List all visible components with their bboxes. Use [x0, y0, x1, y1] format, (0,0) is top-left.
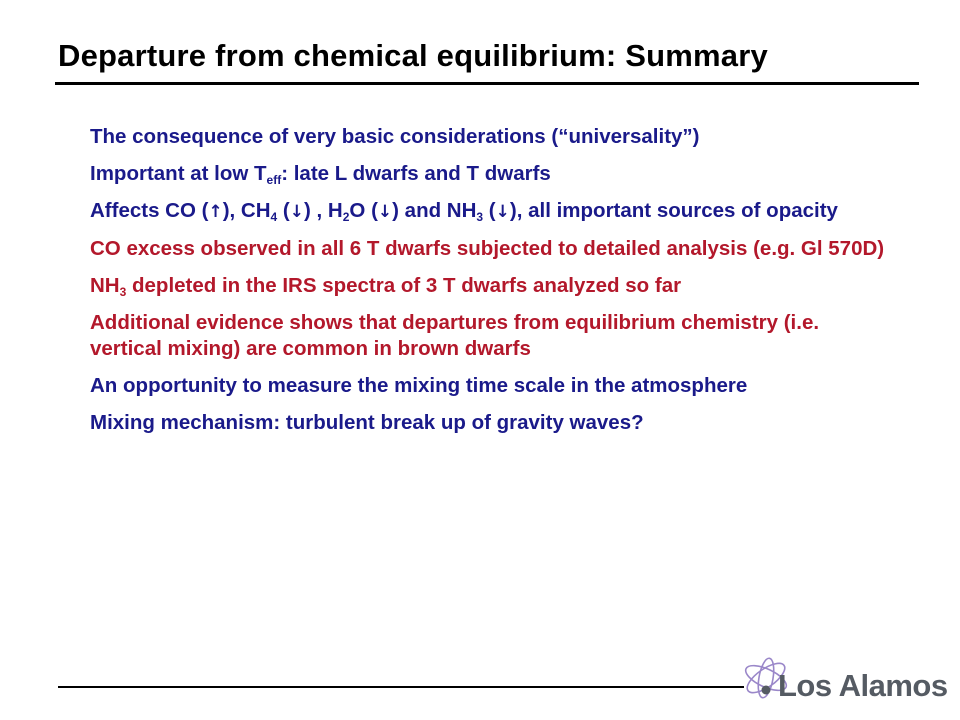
bullet-universality: The consequence of very basic considerations (“universality”): [90, 125, 700, 148]
arrow-up-icon: ↑: [208, 202, 223, 222]
bullet-opportunity: An opportunity to measure the mixing time scale in the atmosphere: [90, 374, 748, 397]
logo-wordmark: Los Alamos: [778, 668, 948, 703]
bullet-list: [90, 124, 890, 447]
bullet-mixing-mechanism: Mixing mechanism: turbulent break up of gravity waves?: [90, 411, 644, 434]
bullet-affects-species: Affects CO (↑), $CH_4$ (↓) , $H_2O$ (↓) and $NH_3$ (↓), all important sources of opacity: [90, 199, 838, 224]
footer-divider: [58, 686, 744, 688]
bullet-low-teff: Important at low $T_{eff}$: late L dwarfs and T dwarfs: [90, 162, 551, 187]
bullet-nh3-depleted: $NH_3$ depleted in the IRS spectra of 3 T dwarfs analyzed so far: [90, 274, 682, 299]
slide-title: Departure from chemical equilibrium: Summary: [58, 38, 768, 73]
title-underline: [55, 82, 919, 85]
arrow-down-icon: ↓: [495, 202, 510, 222]
bullet-additional-evidence: Additional evidence shows that departures from equilibrium chemistry (i.e. vertical mixing) are common in brown dwarfs: [90, 311, 820, 360]
arrow-down-icon: ↓: [289, 202, 305, 222]
arrow-down-icon: ↓: [377, 202, 393, 222]
bullet-co-excess: CO excess observed in all 6 T dwarfs subjected to detailed analysis (e.g. Gl 570D): [90, 237, 885, 260]
